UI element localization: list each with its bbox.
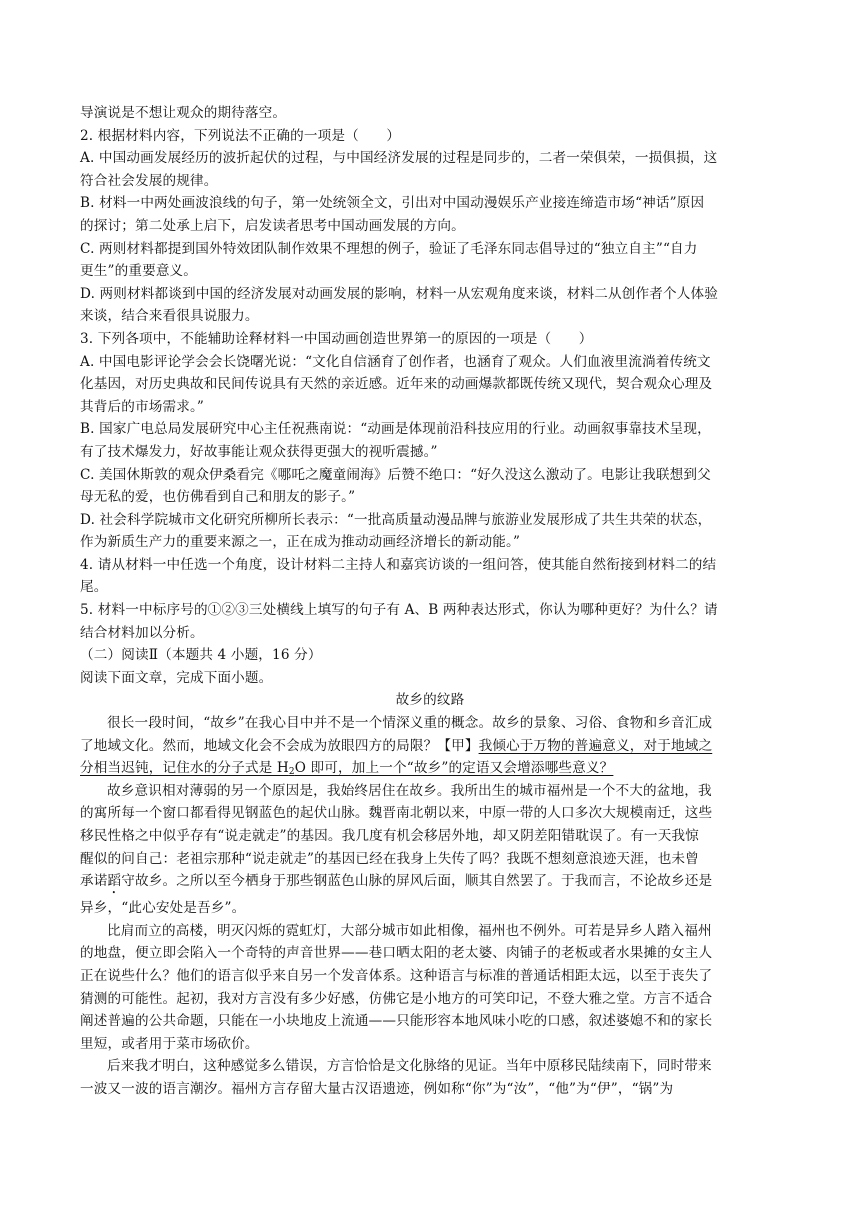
paragraph-3: 比肩而立的高楼，明灭闪烁的霓虹灯，大部分城市如此相像，福州也不例外。可若是异乡人踏入福州 bbox=[107, 922, 712, 939]
text-line: 来谈，结合来看很具说服力。 bbox=[80, 308, 259, 325]
text-line: 阐述普遍的公共命题，只能在一小块地皮上流通——只能形容本地风味小吃的口感，叙述婆媳不和的家长 bbox=[80, 1013, 713, 1030]
text-line: 的地盘，便立即会陷入一个奇特的声音世界——巷口晒太阳的老太婆、肉铺子的老板或者水果摊的女主人 bbox=[80, 945, 713, 962]
text-line bbox=[80, 870, 780, 897]
text-line: 一波又一波的语言潮汐。福州方言存留大量古汉语遗迹，例如称“你”为“汝”，“他”为“伊”，“锅”为 bbox=[80, 1080, 674, 1097]
text-line: 的探讨；第二处承上启下，启发读者思考中国动画发展的方向。 bbox=[80, 217, 465, 234]
paragraph-2: 故乡意识相对薄弱的另一个原因是，我始终居住在故乡。我所出生的城市福州是一个不大的盆地，我 bbox=[107, 782, 712, 799]
text-line: 猜测的可能性。起初，我对方言没有多少好感，仿佛它是小地方的可笑印记，不登大雅之堂。方言不适合 bbox=[80, 990, 713, 1007]
option-d: D. 社会科学院城市文化研究所柳所长表示：“一批高质量动漫品牌与旅游业发展形成了共生共荣的状态， bbox=[80, 511, 712, 528]
option-b: B. 国家广电总局发展研究中心主任祝燕南说：“动画是体现前沿科技应用的行业。动画叙事靠技术呈现， bbox=[80, 421, 711, 438]
text-line: 移民性格之中似乎存有“说走就走”的基因。我几度有机会移居外地，却又阴差阳错耽误了。有一天我惊 bbox=[80, 828, 699, 844]
text-span: 分相当迟钝，记住水的分子式是 H bbox=[80, 760, 289, 777]
text-line: 化基因，对历史典故和民间传说具有天然的亲近感。近年来的动画爆款都既传统又现代，契合观众心理及 bbox=[80, 376, 713, 393]
paragraph-1: 很长一段时间，“故乡”在我心目中并不是一个情深义重的概念。故乡的景象、习俗、食物和乡音汇成 bbox=[107, 715, 713, 732]
text-line: 异乡，“此心安处是吾乡”。 bbox=[80, 900, 246, 917]
option-a: A. 中国动画发展经历的波折起伏的过程，与中国经济发展的过程是同步的，二者一荣俱荣，一损俱损，这 bbox=[80, 150, 718, 167]
paragraph-4: 后来我才明白，这种感觉多么错误，方言恰恰是文化脉络的见证。当年中原移民陆续南下，同时带来 bbox=[107, 1058, 712, 1075]
question-2: 2. 根据材料内容，下列说法不正确的一项是（ ） bbox=[80, 127, 401, 144]
text-span: 守故乡。之所以至今栖身于那些钢蓝色山脉的屏风后面，顺其自然罢了。于我而言，不论故乡还是 bbox=[121, 873, 713, 890]
text-line: 有了技术爆发力，好故事能让观众获得更强大的视听震撼。” bbox=[80, 443, 438, 460]
option-c: C. 两则材料都提到国外特效团队制作效果不理想的例子，验证了毛泽东同志倡导过的“独立自主”“自力 bbox=[80, 240, 698, 257]
option-b: B. 材料一中两处画波浪线的句子，第一处统领全文，引出对中国动漫娱乐产业接连缔造市场“神话”原因 bbox=[80, 195, 705, 212]
text-line: 更生”的重要意义。 bbox=[80, 263, 198, 280]
text-line: 正在说些什么？他们的语言似乎来自另一个发音体系。这种语言与标准的普通话相距太远，以至于丧失了 bbox=[80, 967, 713, 984]
subscript: 2 bbox=[288, 767, 295, 778]
text-line: 尾。 bbox=[80, 579, 108, 596]
question-5: 5. 材料一中标序号的①②③三处横线上填写的句子有 A、B 两种表达形式，你认为哪种更好？为什么？请 bbox=[80, 602, 718, 619]
paragraph-1-line bbox=[80, 735, 780, 758]
text-span: O 即可，加上一个“故乡”的定语又会增添哪些意义？ bbox=[294, 760, 614, 777]
text-span: 承诺 bbox=[80, 873, 108, 890]
text-span: 了地域文化。然而，地域文化会不会成为放眼四方的局限？【甲】 bbox=[80, 737, 479, 754]
text-line: 的寓所每一个窗口都看得见钢蓝色的起伏山脉。魏晋南北朝以来，中原一带的人口多次大规模南迁，这些 bbox=[80, 805, 713, 822]
option-d: D. 两则材料都谈到中国的经济发展对动画发展的影响，材料一从宏观角度来谈，材料二从创作者个人体验 bbox=[80, 285, 718, 302]
option-a: A. 中国电影评论学会会长饶曙光说：“文化自信涵育了创作者，也涵育了观众。人们血液里流淌着传统文 bbox=[80, 353, 711, 370]
text-line: 其背后的市场需求。” bbox=[80, 398, 204, 415]
text-line: 结合材料加以分析。 bbox=[80, 624, 204, 641]
underlined-sentence-jia bbox=[80, 760, 613, 776]
text-line: 里短，或者用于菜市场砍价。 bbox=[80, 1035, 259, 1052]
article-title: 故乡的纹路 bbox=[395, 692, 465, 709]
question-4: 4. 请从材料一中任选一个角度，设计材料二主持人和嘉宾访谈的一组问答，使其能自然衔接到材料二的结 bbox=[80, 556, 717, 573]
underlined-sentence-jia: 我倾心于万物的普遍意义，对于地域之 bbox=[478, 737, 713, 754]
emphasized-char: 蹈 bbox=[107, 873, 122, 890]
document-page bbox=[80, 102, 780, 1101]
instruction: 阅读下面文章，完成下面小题。 bbox=[80, 669, 273, 686]
text-line: 导演说是不想让观众的期待落空。 bbox=[80, 105, 287, 121]
text-line: 作为新质生产力的重要来源之一，正在成为推动动画经济增长的新动能。” bbox=[80, 534, 521, 551]
option-c: C. 美国休斯敦的观众伊桑看完《哪吒之魔童闹海》后赞不绝口：“好久没这么激动了。电影让我联想到父 bbox=[80, 466, 711, 483]
text-line: 符合社会发展的规律。 bbox=[80, 172, 218, 189]
section-heading: （二）阅读Ⅱ（本题共 4 小题，16 分） bbox=[80, 647, 322, 664]
text-line: 醒似的问自己：老祖宗那种“说走就走”的基因已经在我身上失传了吗？我既不想刻意浪迹天涯，也未曾 bbox=[80, 850, 699, 867]
text-line: 母无私的爱，也仿佛看到自己和朋友的影子。” bbox=[80, 489, 356, 506]
paragraph-1-line bbox=[80, 757, 780, 780]
question-3: 3. 下列各项中，不能辅助诠释材料一中国动画创造世界第一的原因的一项是（ ） bbox=[80, 330, 593, 347]
